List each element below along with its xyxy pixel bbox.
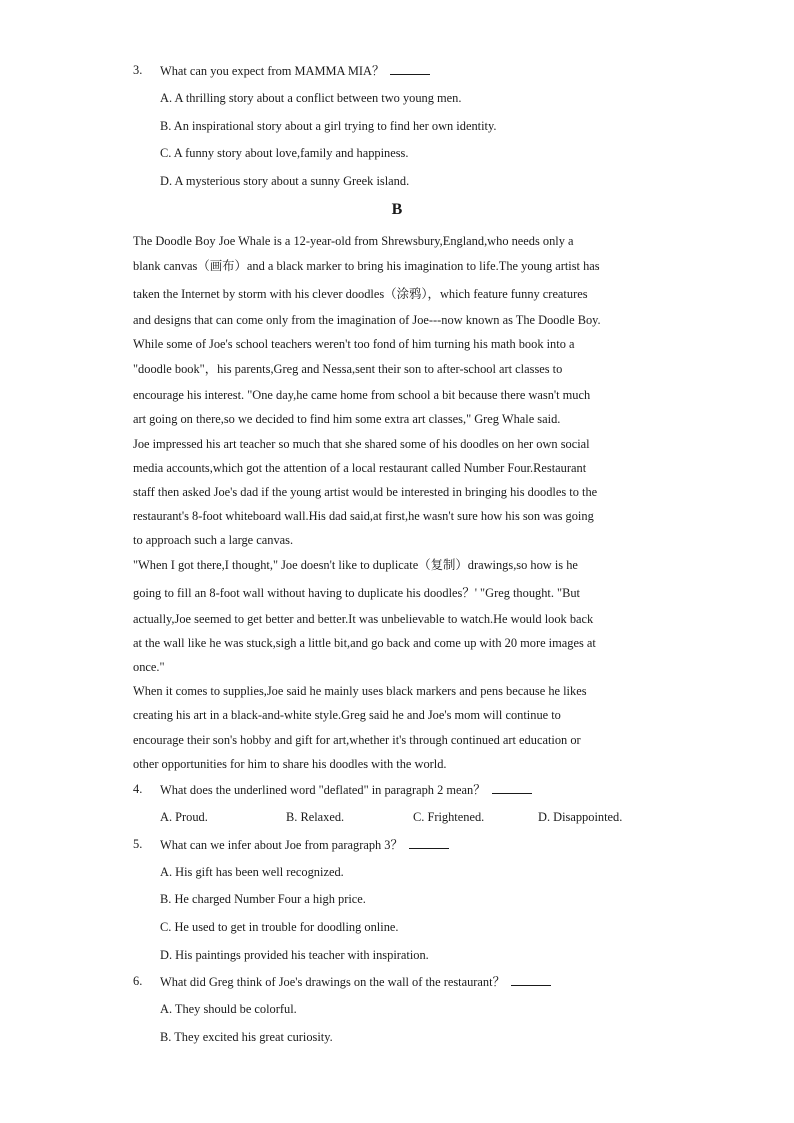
passage-line: once."	[133, 660, 165, 674]
q3-option-b: B. An inspirational story about a girl trying to find her own identity.	[160, 119, 497, 133]
passage-line: art going on there,so we decided to find him some extra art classes," Greg Whale said.	[133, 412, 561, 426]
q6-option-b: B. They excited his great curiosity.	[160, 1030, 333, 1044]
q3-option-a: A. A thrilling story about a conflict between two young men.	[160, 91, 462, 105]
passage-line: staff then asked Joe's dad if the young artist would be interested in bringing his doodles to the	[133, 485, 598, 499]
q5-question-text: What can we infer about Joe from paragraph 3？	[160, 838, 403, 852]
q5-option-d: D. His paintings provided his teacher with inspiration.	[160, 948, 429, 962]
q6-number: 6.	[133, 974, 143, 988]
passage-line: encourage their son's hobby and gift for art,whether it's through continued art education or	[133, 733, 581, 747]
q6-question	[160, 973, 551, 990]
passage-line: at the wall like he was stuck,sigh a little bit,and go back and come up with 20 more images at	[133, 636, 596, 650]
passage-line: The Doodle Boy Joe Whale is a 12-year-old from Shrewsbury,England,who needs only a	[133, 234, 574, 248]
q3-number: 3.	[133, 63, 143, 77]
passage-line: other opportunities for him to share his doodles with the world.	[133, 757, 447, 771]
q4-answer-blank	[492, 781, 532, 794]
passage-line: to approach such a large canvas.	[133, 533, 294, 547]
passage-line: going to fill an 8-foot wall without having to duplicate his doodles？' "Greg thought. "But	[133, 586, 581, 600]
passage-line: blank canvas（画布）and a black marker to bring his imagination to life.The young artist has	[133, 259, 600, 273]
passage-line: creating his art in a black-and-white style.Greg said he and Joe's mom will continue to	[133, 708, 561, 722]
q5-number: 5.	[133, 837, 143, 851]
q4-question	[160, 781, 532, 798]
passage-line: encourage his interest. "One day,he came home from school a bit because there wasn't much	[133, 388, 591, 402]
passage-line: "When I got there,I thought," Joe doesn't like to duplicate（复制）drawings,so how is he	[133, 558, 578, 572]
q6-answer-blank	[511, 973, 551, 986]
q3-question	[160, 62, 430, 79]
q4-option-d: D. Disappointed.	[538, 810, 623, 824]
q3-option-c: C. A funny story about love,family and happiness.	[160, 146, 409, 160]
q5-option-b: B. He charged Number Four a high price.	[160, 892, 366, 906]
q5-answer-blank	[409, 836, 449, 849]
passage-line: media accounts,which got the attention of a local restaurant called Number Four.Restaurant	[133, 461, 587, 475]
passage-line: When it comes to supplies,Joe said he mainly uses black markers and pens because he likes	[133, 684, 587, 698]
q4-option-a: A. Proud.	[160, 810, 208, 824]
q6-question-text: What did Greg think of Joe's drawings on the wall of the restaurant？	[160, 975, 505, 989]
q5-option-c: C. He used to get in trouble for doodling online.	[160, 920, 399, 934]
q4-number: 4.	[133, 782, 143, 796]
passage-line: and designs that can come only from the imagination of Joe---now known as The Doodle Boy.	[133, 313, 601, 327]
passage-line: actually,Joe seemed to get better and better.It was unbelievable to watch.He would look back	[133, 612, 594, 626]
passage-line: restaurant's 8-foot whiteboard wall.His dad said,at first,he wasn't sure how his son was going	[133, 509, 594, 523]
q4-option-b: B. Relaxed.	[286, 810, 345, 824]
section-b-title: B	[391, 201, 403, 218]
q4-option-c: C. Frightened.	[413, 810, 485, 824]
q6-option-a: A. They should be colorful.	[160, 1002, 297, 1016]
passage-line: taken the Internet by storm with his clever doodles（涂鸦），which feature funny creatures	[133, 287, 588, 301]
q5-option-a: A. His gift has been well recognized.	[160, 865, 344, 879]
passage-line: While some of Joe's school teachers weren't too fond of him turning his math book into a	[133, 337, 575, 351]
q3-question-text: What can you expect from MAMMA MIA？	[160, 64, 385, 78]
q4-question-text: What does the underlined word "deflated" in paragraph 2 mean？	[160, 783, 486, 797]
passage-line: Joe impressed his art teacher so much that she shared some of his doodles on her own social	[133, 437, 590, 451]
passage-line: "doodle book"，his parents,Greg and Nessa,sent their son to after-school art classes to	[133, 362, 563, 376]
q3-option-d: D. A mysterious story about a sunny Greek island.	[160, 174, 410, 188]
q5-question	[160, 836, 449, 853]
q3-answer-blank	[390, 62, 430, 75]
